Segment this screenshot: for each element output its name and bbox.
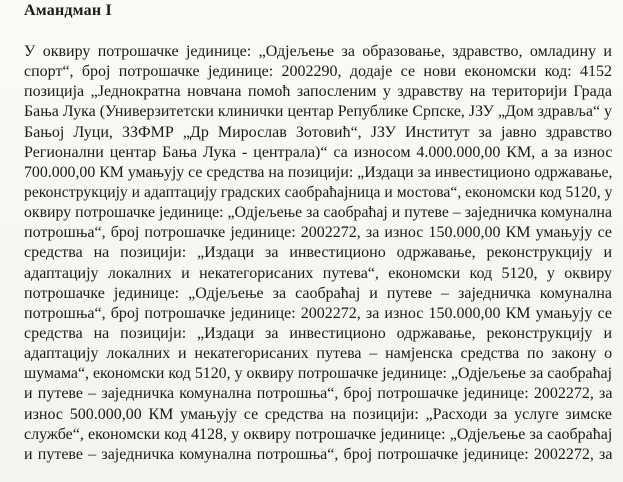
text-line: Бања Лука (Универзитетски клинички центар Републике Српске, ЈЗУ „Дом здравља“ у bbox=[24, 103, 612, 121]
amendment-body bbox=[24, 42, 612, 465]
text-line: шумама“, економски код 5120, у оквиру потрошачке јединице: „Одјељење за саобраћај bbox=[24, 365, 612, 383]
text-line: износ 500.000,00 КМ умањују се средства на позицији: „Расходи за услуге зимске bbox=[24, 405, 612, 423]
text-line: адаптацију локалних и некатегорисаних путева“, економски код 5120, у оквиру bbox=[24, 264, 612, 282]
text-line: и путеве – заједничка комунална потрошња“, број потрошачке јединице: 2002272, за bbox=[24, 385, 613, 403]
amendment-heading: Амандман I bbox=[24, 2, 112, 19]
text-line: потрошачке јединице: „Одјељење за саобраћај и путеве – заједничка комунална bbox=[24, 284, 612, 302]
text-line: Бањој Луци, ЗЗФМР „Др Мирослав Зотовић“, ЈЗУ Институт за јавно здравство bbox=[24, 123, 612, 141]
text-line: адаптацију локалних и некатегорисаних путева – намјенска средства по закону о bbox=[24, 345, 613, 363]
text-line: и путеве – заједничка комунална потрошња“, број потрошачке јединице: 2002272, за bbox=[24, 445, 613, 463]
text-line: У оквиру потрошачке јединице: „Одјељење за образовање, здравство, омладину и bbox=[24, 43, 612, 60]
text-line: средства на позицији: „Издаци за инвестиционо одржавање, реконструкцију и bbox=[24, 244, 612, 262]
text-line: средства на позицији: „Издаци за инвестиционо одржавање, реконструкцију и bbox=[24, 324, 612, 342]
text-line: спорт“, број потрошачке јединице: 2002290, додаје се нови економски код: 4152 bbox=[24, 63, 612, 81]
text-line: 700.000,00 КМ умањују се средства на позицији: „Издаци за инвестиционо одржавање, bbox=[24, 163, 613, 181]
text-line: Регионални центар Бања Лука - централа)“ са износом 4.000.000,00 КМ, а за износ bbox=[24, 143, 613, 161]
text-line: реконструкцију и адаптацију градских саобраћајница и мостова“, економски код 5120, у bbox=[24, 183, 613, 201]
text-line: потрошња“, број потрошачке јединице: 2002272, за износ 150.000,00 КМ умањују се bbox=[24, 224, 612, 242]
text-line: позиција „Једнократна новчана помоћ запосленим у здравству на територији Града bbox=[24, 83, 612, 101]
text-line: потрошња“, број потрошачке јединице: 2002272, за износ 150.000,00 КМ умањују се bbox=[24, 304, 612, 322]
text-line: оквиру потрошачке јединице: „Одјељење за саобраћај и путеве – заједничка комунална bbox=[24, 204, 612, 222]
text-line: службе“, економски код 4128, у оквиру потрошачке јединице: „Одјељење за саобраћај bbox=[24, 425, 613, 443]
